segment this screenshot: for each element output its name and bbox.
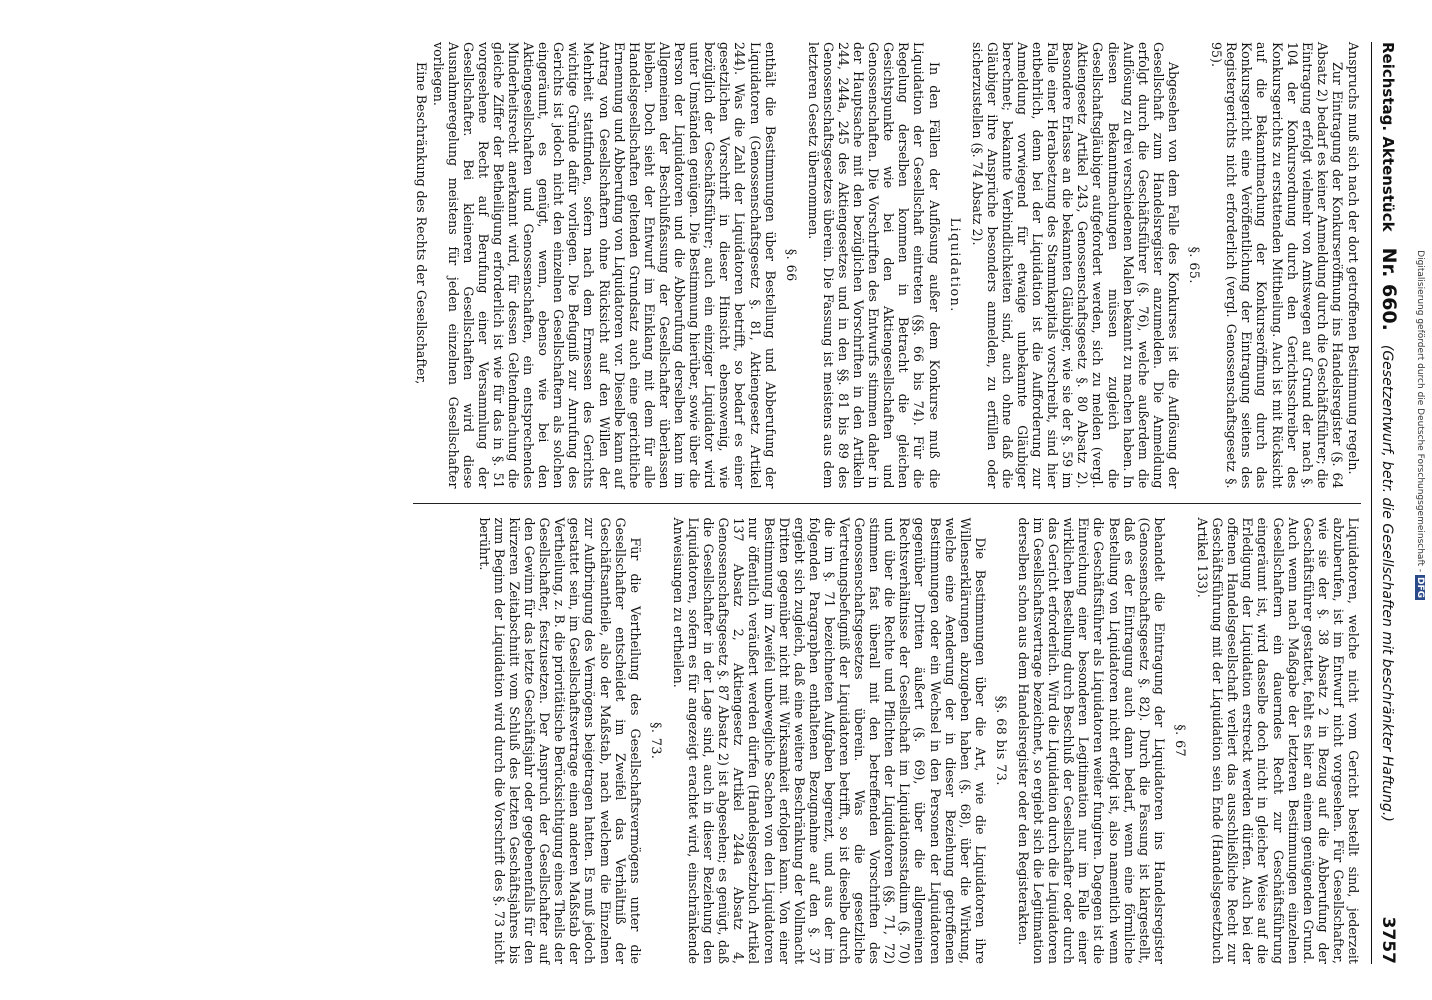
paragraph: In den Fällen der Auflösung außer dem Konkurse muß die Liquidation der Gesellschaft eintreten (§§. 66 bis 74). Für die Regelung derselben kommen in Betracht die gleichen Gesichtspunkte wie bei den Aktiengesellschaften und Genossenschaften. Die Vorschriften des Entwurfs stimmen daher in der Hauptsache mit den bezüglichen Vorschriften in den Artikeln 244, 244a, 245 des Aktiengesetzes und in den §§. 81 bis 89 des Genossenschaftsgesetzes überein. Die Fassung ist meistens aus dem letzteren Gesetz übernommen. [805,42,942,489]
dfg-logo: DFG [1415,576,1425,598]
section-heading: Liquidation. [947,217,963,313]
paragraph: Zur Eintragung der Konkurseröffnung ins Handelsregister (§. 64 Absatz 2) bedarf es keiner Anmeldung durch die Geschäftsführer; die Eintragung erfolgt vielmehr von Amtswegen auf Grund der nach §. 104 der Konkursordnung durch den Gerichtsschreiber des Konkursgerichts zu erstattenden Mittheilung. Auch ist mit Rücksicht auf die Bekanntmachung der Konkurseröffnung durch das Konkursgericht eine Veröffentlichung der Eintragung seitens des Registergerichts nicht erforderlich (vergl. Genossenschaftsgesetz §. 95). [1209,42,1345,489]
section-heading: §§. 68 bis 73. [993,695,1009,786]
section-heading: §. 66 [783,248,799,282]
page-number: 3757 [1378,916,1398,964]
stamp-text: Digitalisierung gefördert durch die Deutsche Forschungsgemeinschaft - [1415,250,1425,573]
section-heading: §. 65. [1187,246,1203,284]
page-header [1371,42,1418,964]
section-heading: §. 67 [1172,724,1188,758]
header-subject: (Gesetzentwurf, betr. die Gesellschaften mit beschränkter Haftung.) [1379,344,1395,822]
paragraph: behandelt die Eintragung der Liquidatoren ins Handelsregister (Genossenschaftsgesetz §. 82). Durch die Fassung ist klargestellt, daß es der Eintragung auch dann bedarf, wenn eine förmliche Bestellung von Liquidatoren nicht erfolgt ist, also namentlich wenn die Geschäftsführer als Liquidatoren weiter fungiren. Dagegen ist die Einreichung einer besonderen Legitimation nur im Falle einer wirklichen Bestellung durch Beschluß der Gesellschafter oder durch das Gericht erforderlich. Wird die Liquidation durch die Liquidatoren im Gesellschaftsvertrage bezeichnet, so ergiebt sich die Legitimation derselben schon aus dem Handelsregister oder den Registerakten. [1016,517,1167,964]
text-columns [413,42,1361,964]
paragraph: Die Bestimmungen über die Art, wie die Liquidatoren ihre Willenserklärungen abzugeben haben (§. 68), über die Wirkung, welche eine Aenderung der in dieser Beziehung getroffenen Bestimmungen oder ein Wechsel in den Personen der Liquidatoren gegenüber Dritten äußert (§. 69), über die allgemeinen Rechtsverhältnisse der Gesellschaft im Liquidationsstadium (§. 70) und über die Rechte und Pflichten der Liquidatoren (§§. 71, 72) stimmen fast überall mit den betreffenden Vorschriften des Genossenschaftsgesetzes überein. Was die gesetzliche Vertretungsbefugniß der Liquidatoren betrifft, so ist dieselbe durch die im §. 71 bezeichneten Aufgaben begrenzt, und aus der im folgenden Paragraphen enthaltenen Bezugnahme auf den §. 37 ergiebt sich zugleich, daß eine weitere Beschränkung der Vollmacht Dritten gegenüber nicht mit Wirksamkeit erfolgen kann. Von einer Bestimmung im Zweifel unbewegliche Sachen von den Liquidatoren nur öffentlich veräußert werden dürfen (Handelsgesetzbuch Artikel 137 Absatz 2, Aktiengesetz Artikel 244a Absatz 4, Genossenschaftsgesetz §. 87 Absatz 2) ist abgesehen; es genügt, daß die Gesellschafter in der Lage sind, auch in dieser Beziehung den Liquidatoren, sofern es für angezeigt erachtet wird, einschränkende Anweisungen zu ertheilen. [670,517,988,964]
digitization-stamp [1412,40,1428,600]
header-document-number: Nr. 660. [1378,247,1400,331]
header-title: Reichstag. Aktenstück [1379,42,1397,232]
right-column [413,503,1361,965]
paragraph: Anspruchs muß sich nach der dort getroffenen Bestimmung regeln. [1346,42,1361,475]
left-column [413,42,1361,503]
paragraph: Für die Vertheilung des Gesellschaftsvermögens unter die Gesellschafter entscheidet im Zweifel das Verhältniß der Geschäftsantheile, also der Maßstab, nach welchem die Einzelnen zur Aufbringung des Vermögens beigetragen hatten. Es muß jedoch gestattet sein, im Gesellschaftsvertrage einen anderen Maßstab der Vertheilung, z. B. die prioritätische Berücksichtigung eines Theils der Gesellschafter, festzusetzen. Der Anspruch der Gesellschafter auf den Gewinn für das letzte Geschäftsjahr oder gegebenenfalls für den kürzeren Zeitabschnitt vom Schluß des letzten Geschäftsjahres bis zum Beginn der Liquidation wird durch die Vorschrift des §. 73 nicht berührt. [476,517,643,964]
paragraph: Eine Beschränkung des Rechts der Gesellschafter, [414,62,430,385]
paragraph: Liquidatoren, welche nicht vom Gericht bestellt sind, jederzeit abzuberufen, ist im Entwurf nicht vorgesehen. Für Gesellschafter, wie sie der §. 38 Absatz 2 in Bezug auf die Abberufung der Geschäftsführer gestattet, fehlt es hier an einem genügenden Grund. Auch wenn nach Maßgabe der letzteren Bestimmungen einzelnen Gesellschaftern ein dauerndes Recht zur Geschäftsführung eingeräumt ist, wird dasselbe doch nicht in gleicher Weise auf die Erledigung der Liquidation erstreckt werden dürfen. Auch bei der offenen Handelsgesellschaft verliert das ausschließliche Recht zur Geschäftsführung mit der Liquidation sein Ende (Handelsgesetzbuch Artikel 133). [1195,517,1361,964]
paragraph: Abgesehen von dem Falle des Konkurses ist die Auflösung der Gesellschaft zum Handelsregister anzumelden. Die Anmeldung erfolgt durch die Geschäftsführer (§. 76), welche außerdem die Auflösung zu drei verschiedenen Malen bekannt zu machen haben. In diesen Bekanntmachungen müssen zugleich die Gesellschaftsgläubiger aufgefordert werden, sich zu melden (vergl. Aktiengesetz Artikel 243, Genossenschaftsgesetz §. 80 Absatz 2). Besondere Erlasse an die bekannten Gläubiger, wie sie der §. 59 im Falle einer Herabsetzung des Stammkapitals vorschreibt, sind hier entbehrlich, denn bei der Liquidation ist die Aufforderung zur Anmeldung vorwiegend für etwaige unbekannte Gläubiger berechnet; bekannte Verbindlichkeiten sind, auch ohne daß die Gläubiger ihre Ansprüche besonders anmelden, zu erfüllen oder sicherzustellen (§. 74 Absatz 2). [969,42,1181,489]
paragraph: enthält die Bestimmungen über Bestellung und Abberufung der Liquidatoren (Genossenschaftsgesetz §. 81, Aktiengesetz Artikel 244). Was die Zahl der Liquidatoren betrifft, so bedarf es einer gesetzlichen Vorschrift in dieser Hinsicht ebensowenig, wie bezüglich der Geschäftsführer; auch ein einziger Liquidator wird unter Umständen genügen. Die Bestimmung hierüber, sowie über die Person der Liquidatoren und die Abberufung derselben kann im Allgemeinen der Beschlußfassung der Gesellschafter überlassen bleiben. Doch sieht der Entwurf im Einklang mit dem für alle Handelsgesellschaften geltenden Grundsatz auch eine gerichtliche Ernennung und Abberufung von Liquidatoren vor. Dieselbe kann auf Antrag von Gesellschaftern ohne Rücksicht auf den Willen der Mehrheit stattfinden, sofern nach dem Ermessen des Gerichts wichtige Gründe dafür vorliegen. Die Befugniß zur Anrufung des Gerichts ist jedoch nicht den einzelnen Gesellschaftern als solchen eingeräumt, es genügt, wenn, ebenso wie bei den Aktiengesellschaften und Genossenschaften, ein entsprechendes Minderheitsrecht anerkannt wird, für dessen Geltendmachung die gleiche Ziffer der Betheiligung erforderlich ist wie für das in §. 51 vorgesehene Recht auf Berufung einer Versammlung der Gesellschafter. Bei kleineren Gesellschaften wird diese Ausnahmeregelung meistens für jeden einzelnen Gesellschafter vorliegen. [430,42,778,489]
section-heading: §. 73. [648,722,664,760]
